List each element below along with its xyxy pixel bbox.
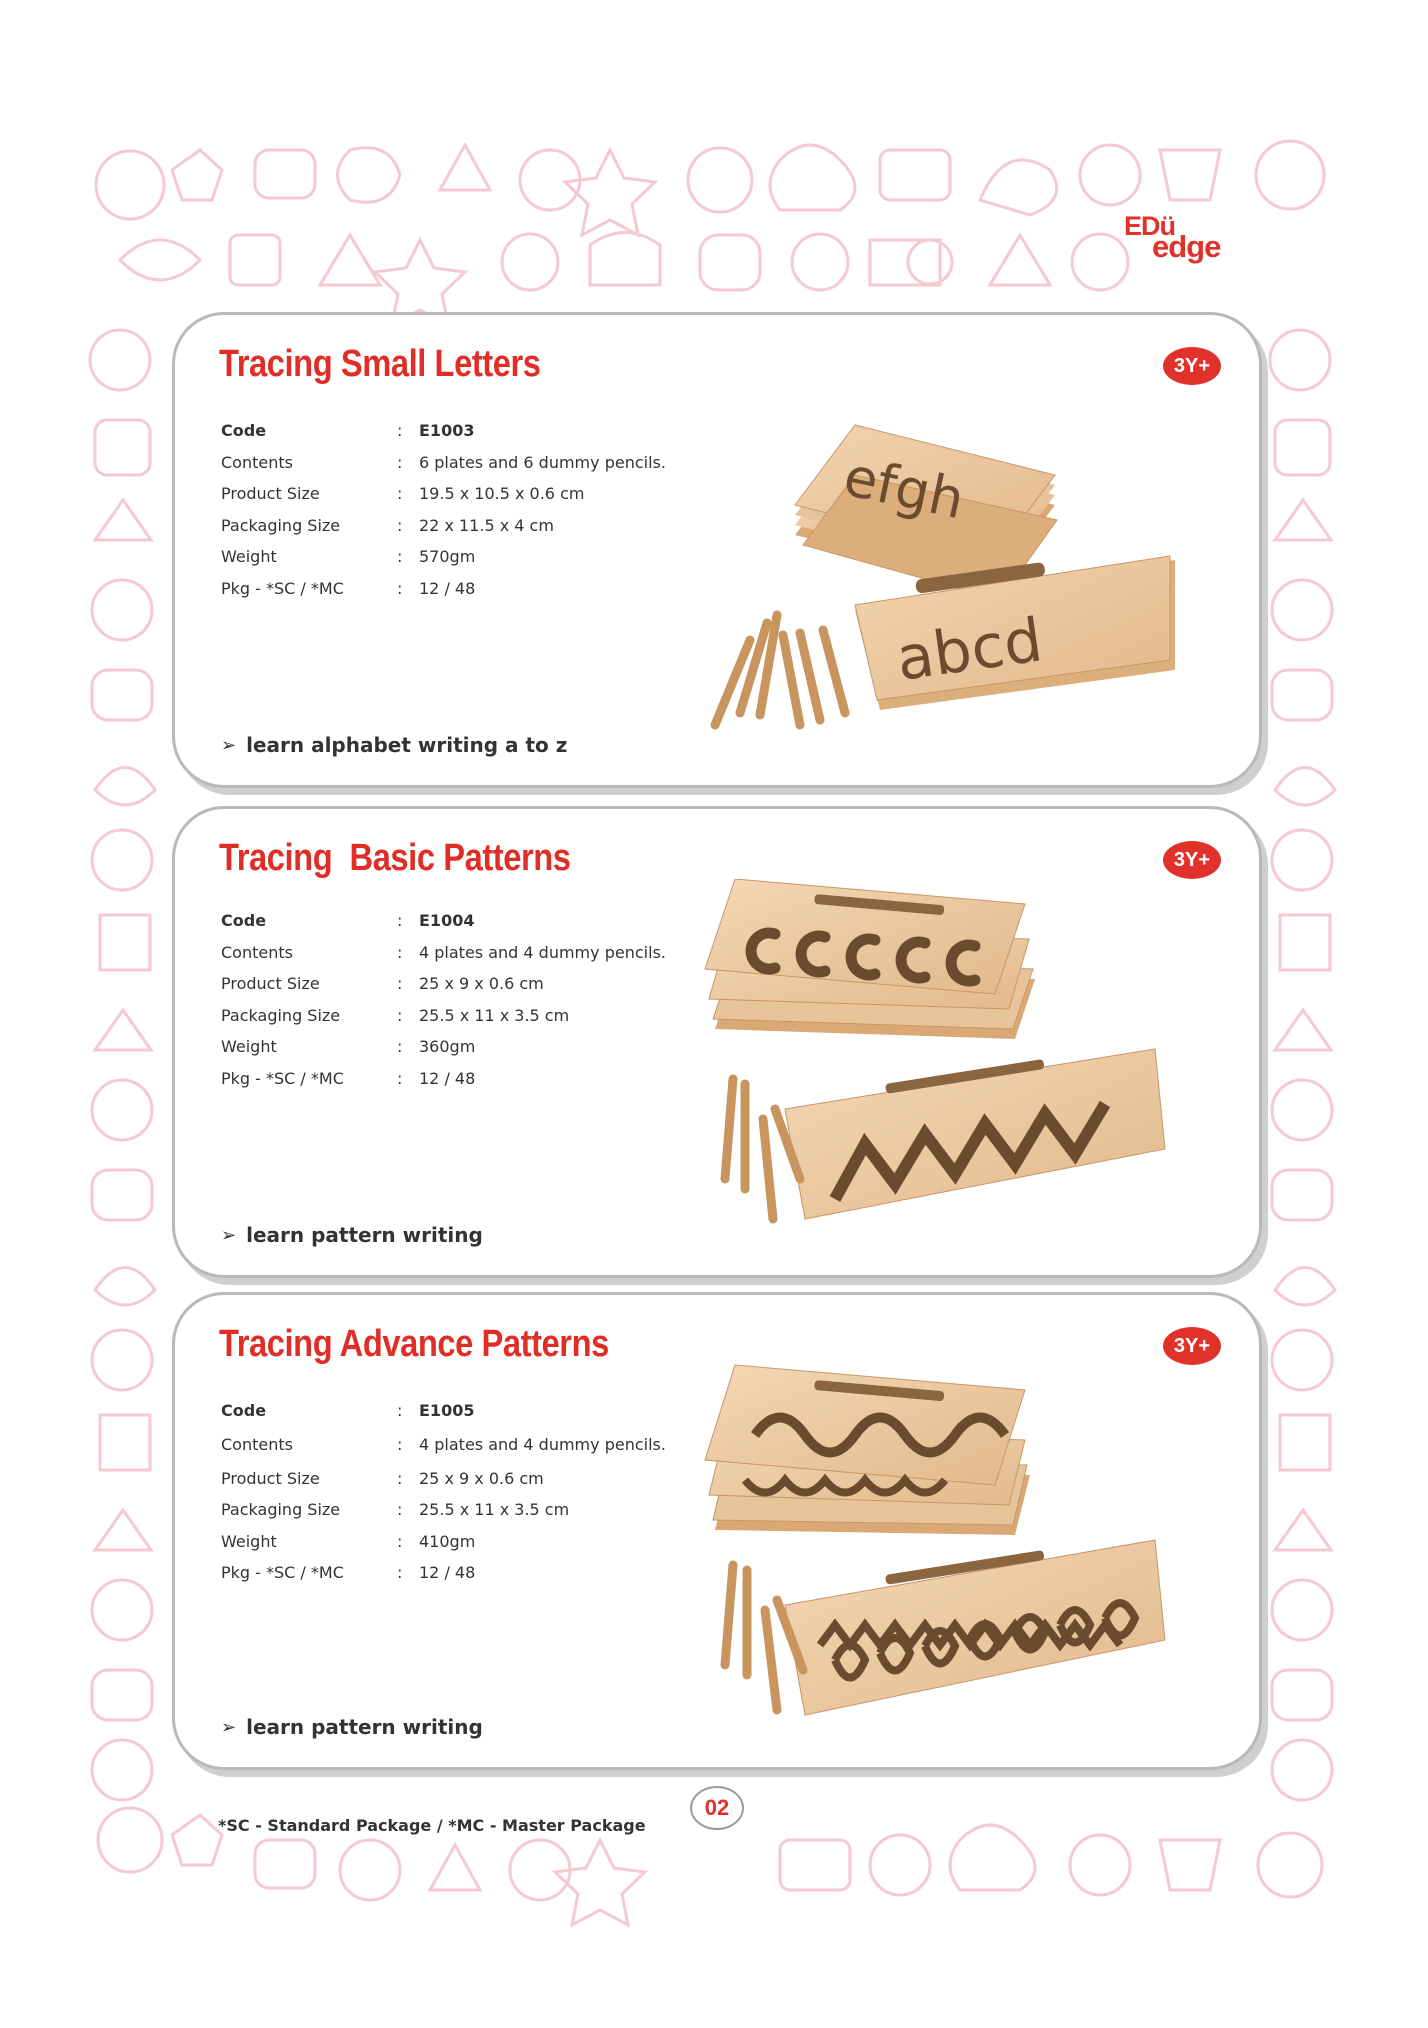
spec-colon: : (397, 421, 403, 441)
product-title: Tracing Basic Patterns (219, 837, 571, 879)
feature-bullet (221, 1223, 483, 1247)
spec-row-product-size (221, 478, 666, 510)
spec-value: 25 x 9 x 0.6 cm (419, 1468, 544, 1488)
spec-value: E1005 (419, 1401, 475, 1421)
spec-value: 4 plates and 4 dummy pencils. (419, 942, 666, 962)
spec-value: 19.5 x 10.5 x 0.6 cm (419, 484, 585, 504)
spec-label: Contents (221, 1435, 293, 1454)
feature-text: learn pattern writing (246, 1223, 483, 1247)
package-footnote: *SC - Standard Package / *MC - Master Package (218, 1816, 646, 1835)
spec-label: Product Size (221, 484, 320, 504)
spec-row-packaging-size (221, 1000, 666, 1032)
spec-label: Pkg - *SC / *MC (221, 1068, 344, 1088)
spec-value: 12 / 48 (419, 1563, 476, 1583)
spec-row-code (221, 905, 666, 937)
spec-colon: : (397, 1468, 403, 1488)
spec-value: 360gm (419, 1037, 476, 1057)
spec-label: Code (221, 911, 267, 931)
spec-label: Pkg - *SC / *MC (221, 578, 344, 598)
spec-value: E1004 (419, 911, 475, 931)
spec-colon: : (397, 578, 403, 598)
arrow-bullet-icon: ➢ (221, 1716, 237, 1738)
product-image-small-letters (705, 395, 1175, 740)
spec-row-weight (221, 1526, 666, 1558)
spec-row-contents (221, 1427, 666, 1463)
spec-label: Packaging Size (221, 1005, 341, 1025)
image-letters-front: abcd (892, 605, 1047, 695)
feature-text: learn alphabet writing a to z (246, 733, 568, 757)
spec-colon: : (397, 942, 403, 962)
arrow-bullet-icon: ➢ (221, 1224, 237, 1246)
spec-value: 25.5 x 11 x 3.5 cm (419, 1500, 570, 1520)
spec-colon: : (397, 452, 403, 472)
spec-row-pkg (221, 573, 666, 605)
spec-colon: : (397, 547, 403, 567)
feature-text: learn pattern writing (246, 1715, 483, 1739)
product-title: Tracing Small Letters (219, 343, 541, 385)
spec-label: Weight (221, 1531, 277, 1551)
spec-row-contents (221, 447, 666, 479)
age-badge: 3Y+ (1163, 841, 1221, 879)
arrow-bullet-icon: ➢ (221, 734, 237, 756)
spec-label: Packaging Size (221, 1500, 341, 1520)
spec-list (221, 415, 666, 604)
spec-colon: : (397, 1531, 403, 1551)
spec-colon: : (397, 1563, 403, 1583)
spec-label: Product Size (221, 974, 320, 994)
spec-list (221, 905, 666, 1094)
spec-row-contents (221, 937, 666, 969)
spec-row-packaging-size (221, 510, 666, 542)
spec-colon: : (397, 1068, 403, 1088)
product-card-tracing-advance-patterns (172, 1292, 1262, 1770)
feature-bullet (221, 733, 567, 757)
spec-colon: : (397, 974, 403, 994)
spec-label: Pkg - *SC / *MC (221, 1563, 344, 1583)
brand-logo (1112, 205, 1242, 265)
spec-row-code (221, 1395, 666, 1427)
image-letters-back: efgh (838, 444, 970, 532)
age-badge: 3Y+ (1163, 347, 1221, 385)
age-badge: 3Y+ (1163, 1327, 1221, 1365)
spec-row-product-size (221, 1463, 666, 1495)
spec-label: Contents (221, 452, 293, 472)
spec-row-weight (221, 1031, 666, 1063)
spec-row-pkg (221, 1557, 666, 1589)
spec-label: Weight (221, 1037, 277, 1057)
product-card-tracing-small-letters (172, 312, 1262, 788)
spec-label: Product Size (221, 1468, 320, 1488)
spec-colon: : (397, 911, 403, 931)
spec-value: E1003 (419, 421, 475, 441)
spec-value: 25.5 x 11 x 3.5 cm (419, 1005, 570, 1025)
spec-label: Code (221, 421, 267, 441)
spec-row-pkg (221, 1063, 666, 1095)
spec-row-weight (221, 541, 666, 573)
spec-row-product-size (221, 968, 666, 1000)
product-card-tracing-basic-patterns (172, 806, 1262, 1278)
spec-value: 12 / 48 (419, 1068, 476, 1088)
product-title: Tracing Advance Patterns (219, 1323, 609, 1365)
spec-colon: : (397, 1037, 403, 1057)
spec-label: Code (221, 1401, 267, 1421)
brand-logo-top: EDü (1124, 211, 1175, 241)
spec-colon: : (397, 1435, 403, 1454)
spec-label: Weight (221, 547, 277, 567)
spec-value: 12 / 48 (419, 578, 476, 598)
spec-list (221, 1395, 666, 1589)
spec-value: 570gm (419, 547, 476, 567)
spec-row-code (221, 415, 666, 447)
page-number: 02 (690, 1786, 744, 1830)
product-image-advance-patterns (685, 1355, 1195, 1725)
brand-logo-bottom: edge (1152, 229, 1221, 264)
spec-colon: : (397, 515, 403, 535)
spec-label: Packaging Size (221, 515, 341, 535)
spec-colon: : (397, 1500, 403, 1520)
spec-row-packaging-size (221, 1494, 666, 1526)
spec-colon: : (397, 484, 403, 504)
spec-value: 22 x 11.5 x 4 cm (419, 515, 554, 535)
product-image-basic-patterns (695, 879, 1195, 1239)
spec-value: 4 plates and 4 dummy pencils. (419, 1435, 666, 1454)
spec-colon: : (397, 1401, 403, 1421)
spec-colon: : (397, 1005, 403, 1025)
spec-value: 6 plates and 6 dummy pencils. (419, 452, 666, 472)
spec-label: Contents (221, 942, 293, 962)
spec-value: 410gm (419, 1531, 476, 1551)
spec-value: 25 x 9 x 0.6 cm (419, 974, 544, 994)
feature-bullet (221, 1715, 483, 1739)
